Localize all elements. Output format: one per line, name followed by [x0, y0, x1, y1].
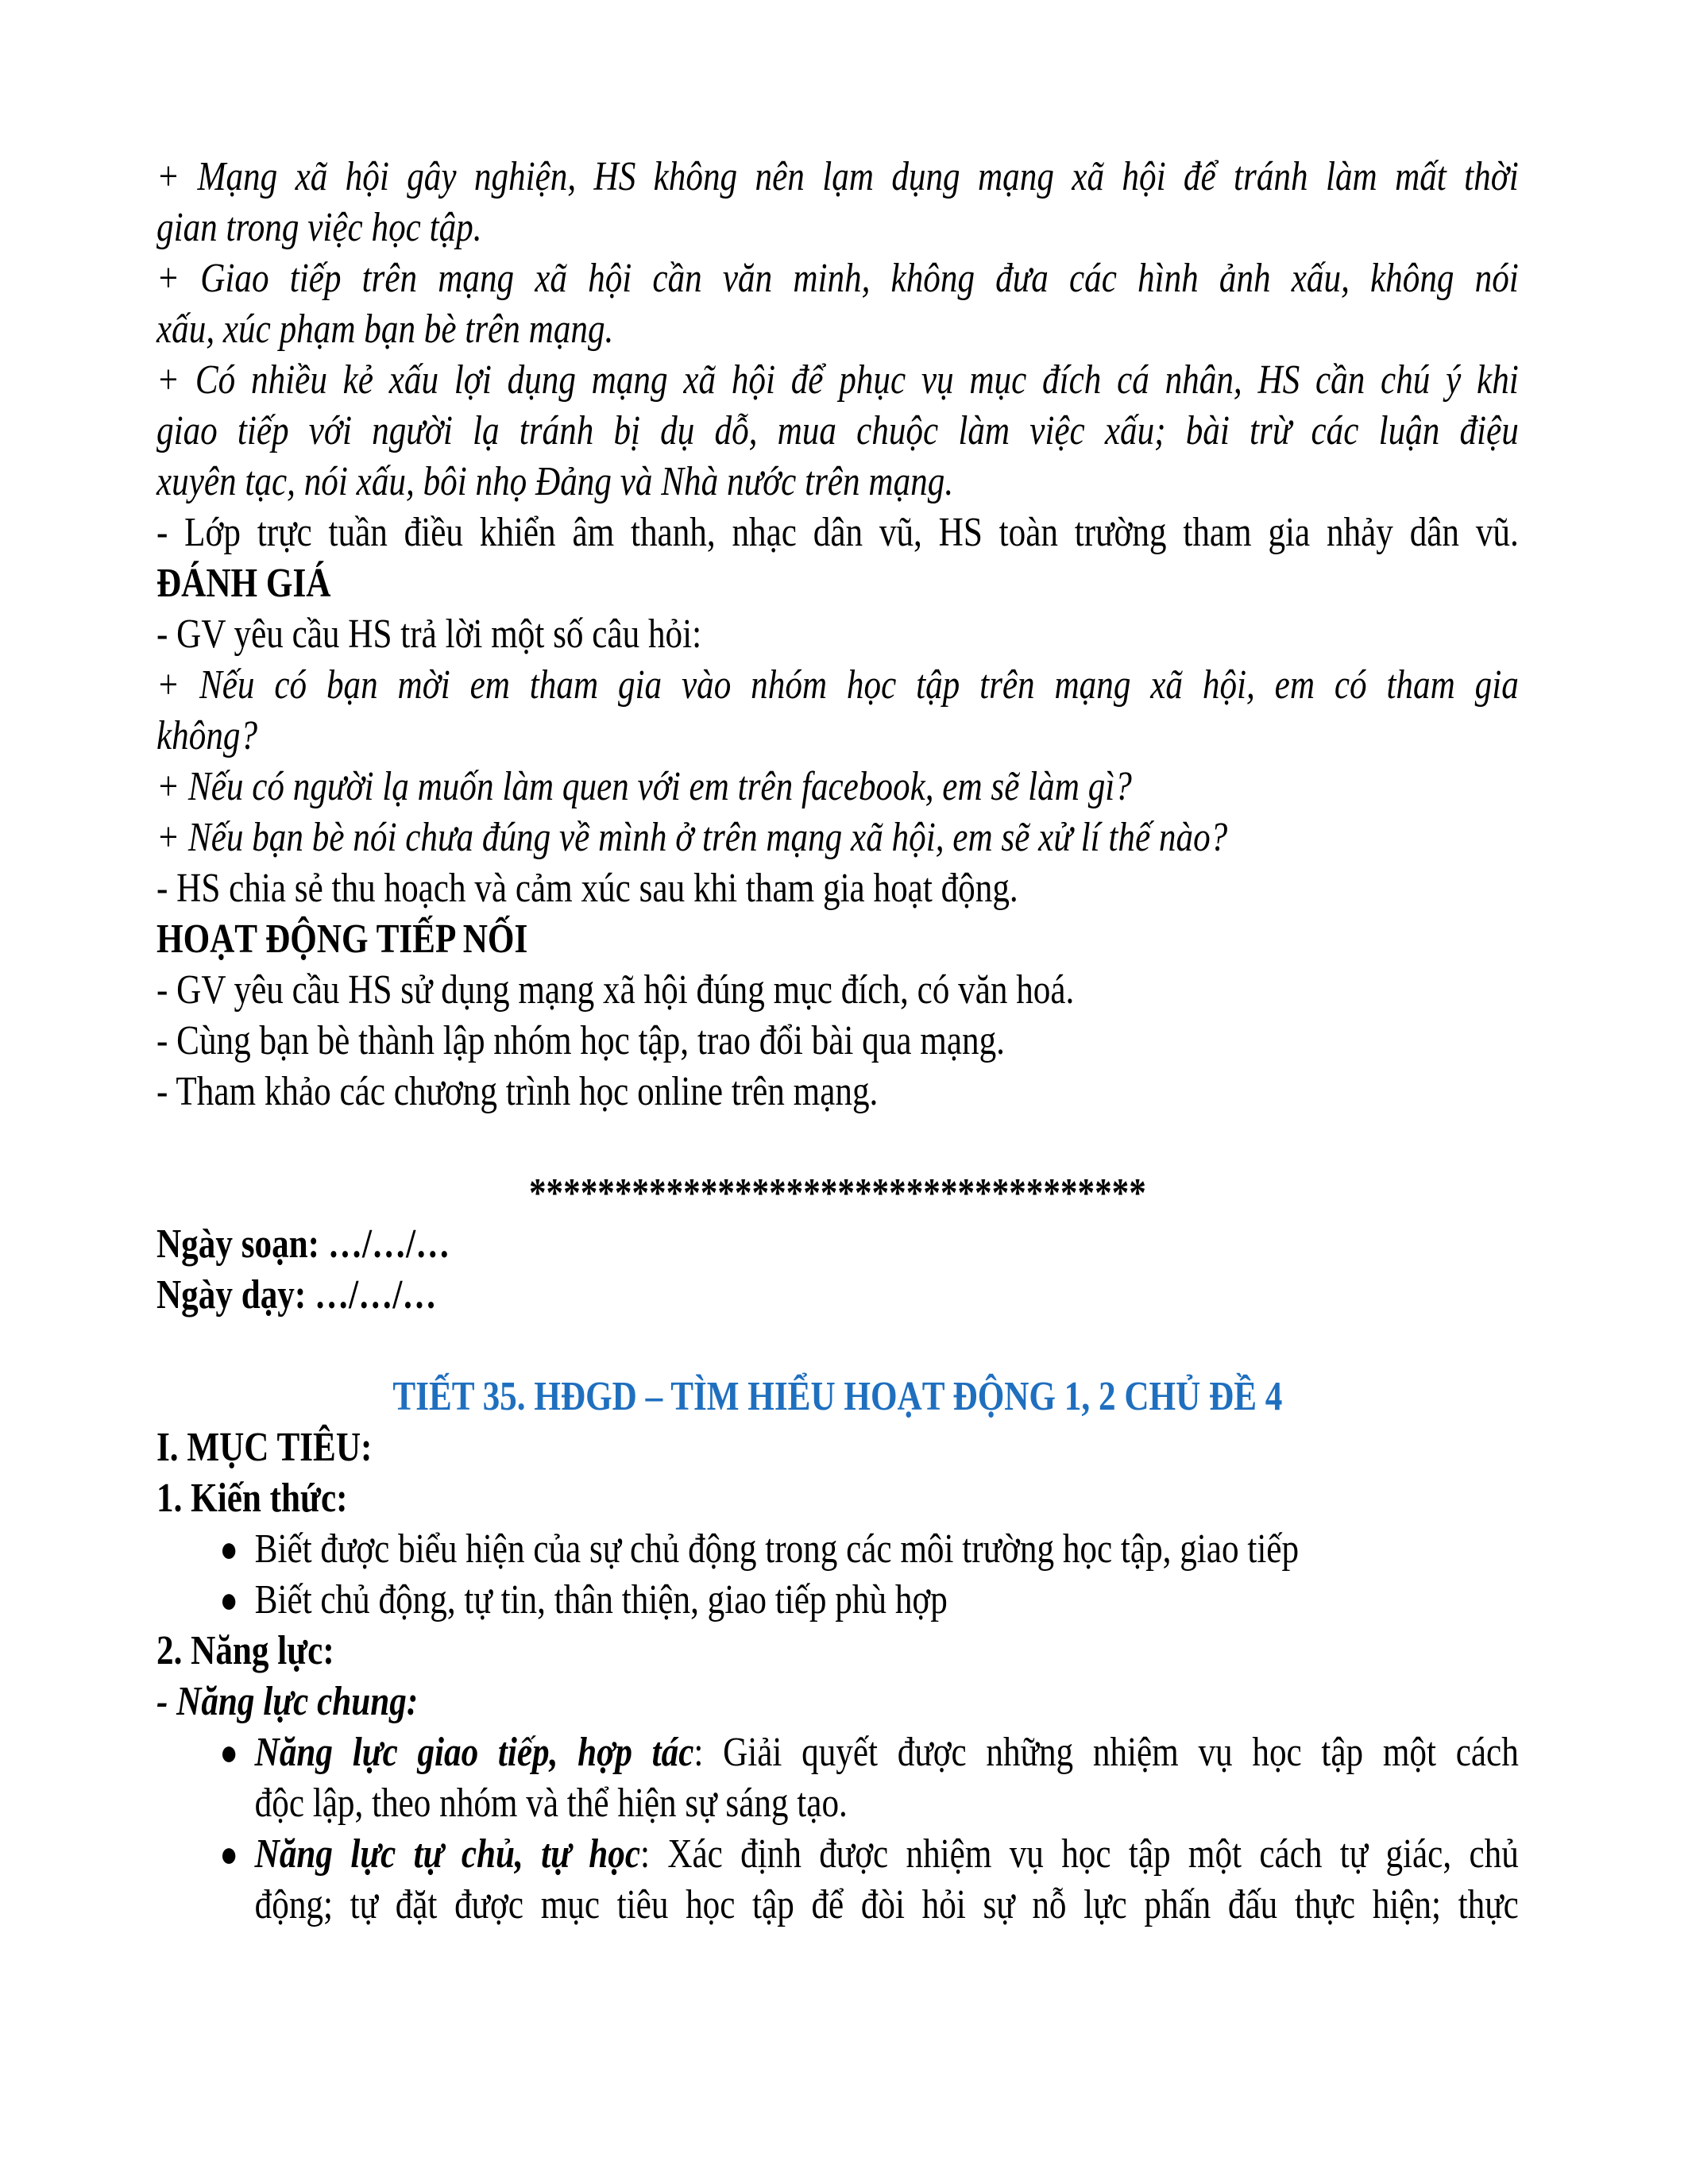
line-text: I. MỤC TIÊU: [156, 1425, 373, 1470]
text-line [156, 1677, 1519, 1727]
line-text: không? [156, 713, 258, 758]
line-text: HOẠT ĐỘNG TIẾP NỐI [156, 916, 528, 962]
document-page [156, 152, 1519, 1931]
text-line [156, 1219, 1519, 1270]
line-text: xuyên tạc, nói xấu, bôi nhọ Đảng và Nhà nước trên mạng. [156, 459, 954, 504]
line-text: - Năng lực chung: [156, 1679, 419, 1724]
line-text: + Mạng xã hội gây nghiện, HS không nên lạm dụng mạng xã hội để tránh làm mất thời [156, 154, 1519, 199]
text-line [156, 1778, 1519, 1829]
line-text: + Có nhiều kẻ xấu lợi dụng mạng xã hội để phục vụ mục đích cá nhân, HS cần chú ý khi [156, 357, 1519, 403]
text-line [156, 406, 1519, 457]
text-line [156, 1016, 1519, 1067]
text-line [156, 609, 1519, 660]
line-text: - Lớp trực tuần điều khiển âm thanh, nhạc dân vũ, HS toàn trường tham gia nhảy dân vũ. [156, 510, 1519, 555]
text-line [156, 812, 1519, 863]
text-line [156, 1067, 1519, 1117]
line-text: ************************************ [528, 1171, 1146, 1216]
line-text: : Giải quyết được những nhiệm vụ học tập một cách [693, 1730, 1519, 1775]
line-text: giao tiếp với người lạ tránh bị dụ dỗ, mua chuộc làm việc xấu; bài trừ các luận điệu [156, 408, 1519, 453]
text-line [156, 1422, 1519, 1473]
line-text: - GV yêu cầu HS sử dụng mạng xã hội đúng mục đích, có văn hoá. [156, 967, 1075, 1013]
lesson-title [156, 1372, 1519, 1422]
line-text: Ngày soạn: …/…/… [156, 1221, 450, 1267]
line-text: - GV yêu cầu HS trả lời một số câu hỏi: [156, 612, 702, 657]
line-text: Biết chủ động, tự tin, thân thiện, giao tiếp phù hợp [254, 1577, 948, 1623]
text-line [156, 762, 1519, 812]
text-line [156, 1473, 1519, 1524]
line-text: ĐÁNH GIÁ [156, 561, 331, 606]
text-line [156, 1880, 1519, 1931]
line-text: + Nếu bạn bè nói chưa đúng về mình ở trên mạng xã hội, em sẽ xử lí thế nào? [156, 815, 1228, 860]
text-line [156, 1168, 1519, 1219]
text-line [156, 711, 1519, 762]
text-line [156, 1270, 1519, 1321]
blank-line [156, 1117, 1519, 1168]
line-text: - Tham khảo các chương trình học online trên mạng. [156, 1069, 879, 1114]
text-line [156, 203, 1519, 253]
text-line [156, 507, 1519, 558]
line-text: Ngày dạy: …/…/… [156, 1272, 437, 1318]
line-text: 2. Năng lực: [156, 1628, 334, 1673]
text-line [156, 1626, 1519, 1677]
bullet-item [156, 1829, 1519, 1880]
line-text: - Cùng bạn bè thành lập nhóm học tập, trao đổi bài qua mạng. [156, 1018, 1005, 1063]
line-text: xấu, xúc phạm bạn bè trên mạng. [156, 307, 614, 352]
text-line [156, 457, 1519, 507]
text-line [156, 863, 1519, 914]
line-text: : Xác định được nhiệm vụ học tập một cách tự giác, chủ [640, 1831, 1519, 1877]
text-line [156, 965, 1519, 1016]
term-label: Năng lực tự chủ, tự học [254, 1831, 641, 1877]
line-text: gian trong việc học tập. [156, 205, 482, 250]
bullet-icon: ● [219, 1732, 238, 1773]
text-line [156, 253, 1519, 304]
text-line [156, 558, 1519, 609]
line-text: Biết được biểu hiện của sự chủ động trong các môi trường học tập, giao tiếp [254, 1526, 1300, 1572]
line-text: + Nếu có bạn mời em tham gia vào nhóm học tập trên mạng xã hội, em có tham gia [156, 662, 1519, 708]
bullet-item [156, 1524, 1519, 1575]
bullet-icon: ● [219, 1834, 238, 1874]
line-text: động; tự đặt được mục tiêu học tập để đòi hỏi sự nỗ lực phấn đấu thực hiện; thực [254, 1882, 1519, 1927]
bullet-icon: ● [219, 1529, 238, 1569]
term-label: Năng lực giao tiếp, hợp tác [254, 1730, 694, 1775]
bullet-item [156, 1575, 1519, 1626]
line-text: + Giao tiếp trên mạng xã hội cần văn minh, không đưa các hình ảnh xấu, không nói [156, 256, 1519, 301]
text-line [156, 660, 1519, 711]
text-line [156, 304, 1519, 355]
text-line [156, 914, 1519, 965]
blank-line [156, 1321, 1519, 1372]
text-line [156, 152, 1519, 203]
bullet-item [156, 1727, 1519, 1778]
line-text: + Nếu có người lạ muốn làm quen với em trên facebook, em sẽ làm gì? [156, 764, 1132, 809]
line-text: - HS chia sẻ thu hoạch và cảm xúc sau khi tham gia hoạt động. [156, 866, 1018, 911]
text-line [156, 355, 1519, 406]
line-text: TIẾT 35. HĐGD – TÌM HIỂU HOẠT ĐỘNG 1, 2 CHỦ ĐỀ 4 [392, 1374, 1283, 1419]
bullet-icon: ● [219, 1580, 238, 1620]
line-text: 1. Kiến thức: [156, 1476, 348, 1521]
line-text: độc lập, theo nhóm và thể hiện sự sáng tạo. [254, 1781, 848, 1826]
